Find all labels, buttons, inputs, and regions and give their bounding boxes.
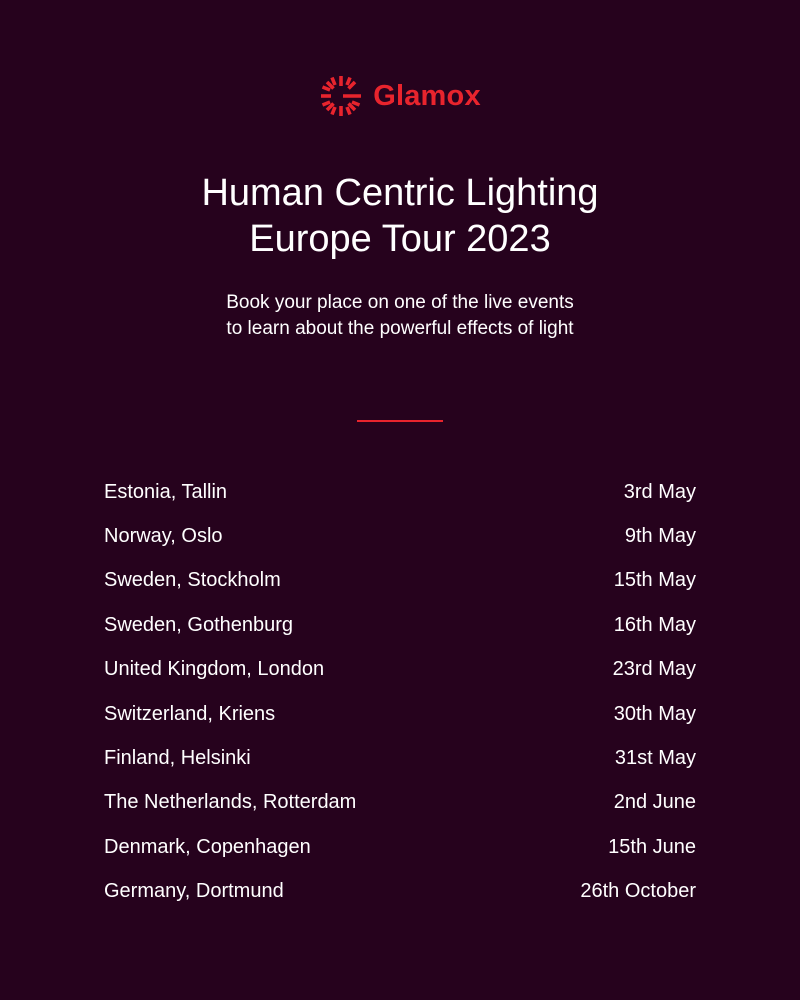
event-date: 16th May <box>613 613 696 636</box>
event-row <box>104 736 696 780</box>
event-row <box>104 870 696 914</box>
event-row <box>104 781 696 825</box>
event-list <box>104 470 696 914</box>
page-subtitle <box>0 290 800 342</box>
event-row <box>104 470 696 514</box>
event-location: Estonia, Tallin <box>104 480 228 503</box>
title-line-2: Europe Tour 2023 <box>249 218 551 260</box>
event-location: United Kingdom, London <box>104 658 325 681</box>
event-location: Finland, Helsinki <box>104 747 251 770</box>
event-row <box>104 692 696 736</box>
event-date: 30th May <box>613 702 696 725</box>
sunburst-g-icon <box>319 74 363 118</box>
event-location: Germany, Dortmund <box>104 880 284 903</box>
title-line-1: Human Centric Lighting <box>201 172 599 214</box>
event-date: 3rd May <box>623 480 696 503</box>
event-location: Norway, Oslo <box>104 525 223 548</box>
event-date: 2nd June <box>613 791 696 814</box>
page-title <box>0 170 800 262</box>
event-date: 15th June <box>608 835 696 858</box>
event-location: Sweden, Gothenburg <box>104 613 294 636</box>
subtitle-line-1: Book your place on one of the live events <box>226 292 574 313</box>
subtitle-line-2: to learn about the powerful effects of light <box>226 318 574 339</box>
event-date: 9th May <box>624 525 696 548</box>
event-row <box>104 648 696 692</box>
accent-divider <box>357 420 443 422</box>
event-date: 31st May <box>614 747 696 770</box>
event-row <box>104 603 696 647</box>
event-date: 26th October <box>580 880 696 903</box>
event-row <box>104 825 696 869</box>
event-date: 15th May <box>613 569 696 592</box>
event-row <box>104 559 696 603</box>
event-date: 23rd May <box>612 658 696 681</box>
brand-name: Glamox <box>373 79 481 112</box>
event-row <box>104 514 696 558</box>
brand-logo <box>0 74 800 118</box>
event-location: Switzerland, Kriens <box>104 702 276 725</box>
event-location: Denmark, Copenhagen <box>104 835 311 858</box>
event-location: The Netherlands, Rotterdam <box>104 791 357 814</box>
event-location: Sweden, Stockholm <box>104 569 281 592</box>
